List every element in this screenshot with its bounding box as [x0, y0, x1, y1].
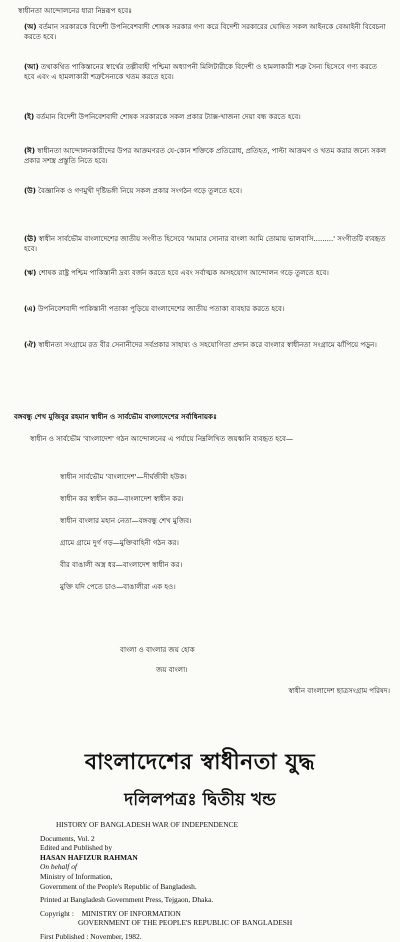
- slogan-list: [60, 470, 390, 602]
- item-text: স্বাধীনতা আন্দোলনকারীদের উপর আক্রমণরত যে-কোন শক্তিকে প্রতিরোধ, প্রতিহত, পাল্টা আক্রমণ ও খতম করার জন্যে সকল প্রকার সশস্ত্র প্রস্তুতি নিতে হবে।: [24, 146, 386, 165]
- item-number: (ঐ): [24, 340, 37, 349]
- list-item: [24, 22, 386, 42]
- signature: স্বাধীন বাংলাদেশ ছাত্রসংগ্রাম পরিষদ।: [288, 686, 390, 695]
- item-text: স্বাধীন সার্বভৌম বাংলাদেশের জাতীয় সংগীত হিসেবে 'আমার সোনার বাংলা আমি তোমায় ভালবাসি.........' সংগীতটি ব্যবহৃত হবে।: [24, 234, 386, 253]
- editor-name: HASAN HAFIZUR RAHMAN: [40, 852, 138, 862]
- printer: Printed at Bangladesh Government Press, Tejgaon, Dhaka.: [40, 895, 214, 905]
- item-text: শোষক রাষ্ট্র পশ্চিম পাকিস্তানী দ্রব্য বর্জন করতে হবে এবং সর্বাত্মক অসহযোগ আন্দোলন গড়ে তুলতে হবে।: [38, 268, 329, 277]
- copyright-government: GOVERNMENT OF THE PEOPLE'S REPUBLIC OF BANGLADESH: [78, 918, 293, 928]
- first-published: First Published : November, 1982.: [40, 931, 142, 941]
- list-item: [24, 186, 386, 196]
- slogan-item: স্বাধীন কর স্বাধীন কর—বাংলাদেশ স্বাধীন কর।: [60, 494, 184, 503]
- list-item: [24, 62, 386, 82]
- item-number: (অ): [24, 22, 37, 31]
- item-number: (ই): [24, 112, 35, 121]
- item-text: বর্তমান বিদেশী উপনিবেশবাদী শোষক সরকারকে সকল প্রকার ট্যাক্স-খাজনা দেয়া বন্ধ করতে হবে।: [36, 112, 301, 121]
- intro-line: স্বাধীনতা আন্দোলনের ধারা নিম্নরূপ হবেঃ: [18, 6, 133, 15]
- slogan-item: স্বাধীন সার্বভৌম 'বাংলাদেশ'—দীর্ঘজীবী হউক।: [60, 472, 187, 481]
- closing-line: বাংলা ও বাংলার জয় হোক: [120, 645, 195, 654]
- series-title: HISTORY OF BANGLADESH WAR OF INDEPENDENCE: [56, 820, 238, 829]
- government: Government of the People's Republic of Bangladesh.: [40, 881, 197, 891]
- list-item: [24, 268, 386, 278]
- item-number: (এ): [24, 304, 36, 313]
- copyright-line: [40, 909, 390, 919]
- item-text: স্বাধীনতা সংগ্রামে রত বীর সেনানীদের সর্বপ্রকার সাহায্য ও সহযোগিতা প্রদান করে বাংলার স্বাধীনতা সংগ্রামে ঝাঁপিয়ে পড়ুন।: [38, 340, 377, 349]
- imprint-block: [40, 820, 390, 942]
- item-number: (ঋ): [24, 268, 37, 277]
- copyright-holder: MINISTRY OF INFORMATION: [81, 908, 181, 918]
- slogan-item: মুক্তি যদি পেতে চাও—বাঙালীরা এক হও।: [60, 582, 176, 591]
- item-number: (উ): [24, 186, 36, 195]
- book-title: বাংলাদেশের স্বাধীনতা যুদ্ধ: [84, 749, 316, 775]
- item-number: (ঈ): [24, 146, 35, 155]
- item-text: বৈজ্ঞানিক ও গণমুখী দৃষ্টিভঙ্গী নিয়ে সকল প্রকার সংগঠন গড়ে তুলতে হবে।: [38, 186, 242, 195]
- item-number: (আ): [24, 62, 39, 71]
- item-text: তথাকথিত পাকিস্তানের স্বার্থের তল্পীবাহী পশ্চিমা অধ্যাপনী মিলিটারীকে বিদেশী ও হামলাকারী শত্রু সৈন্য হিসেবে গণ্য করতে হবে এবং এ হামলাকারী শত্রুসৈন্যকে খতম করতে হবে।: [24, 62, 377, 81]
- item-text: বর্তমান সরকারকে বিদেশী উপনিবেশবাদী শোষক সরকার গণ্য করে বিদেশী সরকারের ঘোষিত সকল আইনকে বেআইনী বিবেচনা করতে হবে।: [24, 22, 386, 41]
- edited-label: Edited and Published by: [40, 843, 113, 853]
- item-text: উপনিবেশবাদী পাকিস্তানী পতাকা পুড়িয়ে বাংলাদেশের জাতীয় পতাকা ব্যবহার করতে হবে।: [37, 304, 285, 313]
- list-item: [24, 146, 386, 166]
- copyright-label: Copyright :: [40, 908, 74, 918]
- slogan-item: গ্রামে গ্রামে দুর্গ গড়—মুক্তিবাহিনী গঠন কর।: [60, 538, 179, 547]
- slogan-item: বীর বাঙালী অস্ত্র ধর—বাংলাদেশ স্বাধীন কর।: [60, 560, 183, 569]
- book-subtitle: দলিলপত্রঃ দ্বিতীয় খন্ড: [124, 790, 276, 810]
- slogan-intro: স্বাধীন ও সার্বভৌম 'বাংলাদেশ' গঠন আন্দোলনের এ পর্যায়ে নিম্নলিখিত জয়ধ্বনি ব্যবহৃত হবে—: [30, 434, 293, 443]
- ministry: Ministry of Information,: [40, 871, 113, 881]
- item-number: (ঊ): [24, 234, 37, 243]
- on-behalf: On behalf of: [40, 862, 77, 872]
- closing-block: [120, 645, 320, 685]
- slogan-item: স্বাধীন বাংলার মহান নেতা—বঙ্গবন্ধু শেখ মুজিব।: [60, 516, 192, 525]
- list-item: [24, 234, 386, 254]
- list-item: [24, 340, 386, 350]
- slogan-heading: বঙ্গবন্ধু শেখ মুজিবুর রহমান স্বাধীন ও সার্বভৌম বাংলাদেশের সর্বাধিনায়কঃ: [14, 412, 217, 421]
- list-item: [24, 304, 386, 314]
- documents-volume: Documents, Vol. 2: [40, 833, 95, 843]
- closing-line: জয় বাংলা।: [156, 665, 188, 674]
- list-item: [24, 112, 386, 122]
